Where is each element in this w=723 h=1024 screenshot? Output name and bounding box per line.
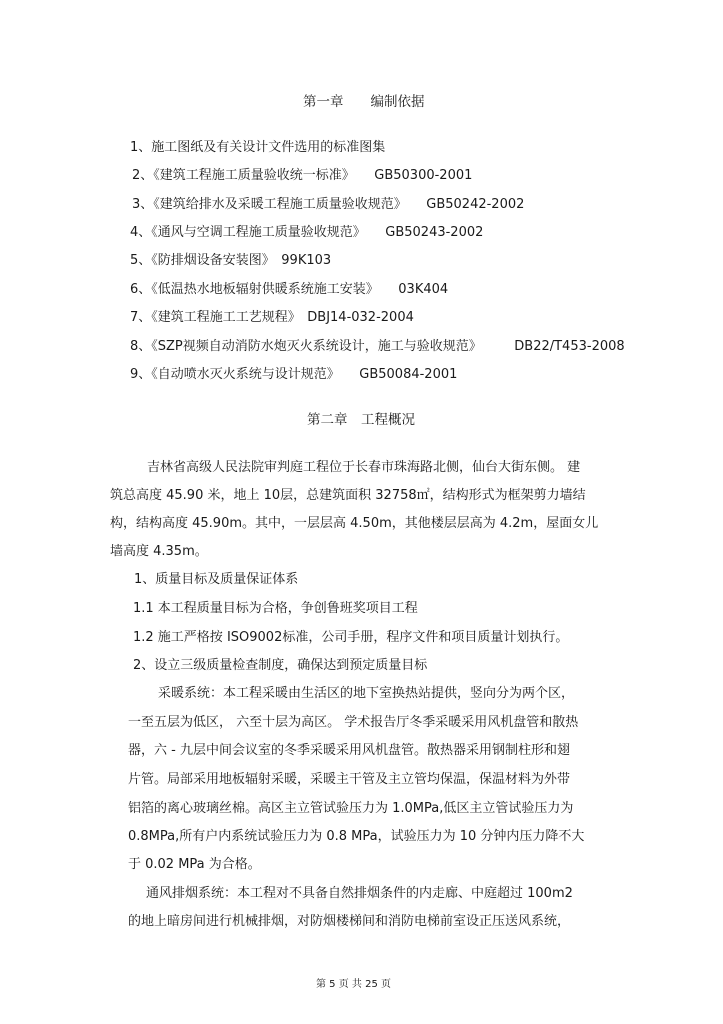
reference-item-7: 7、《建筑工程施工工艺规程》 DBJ14-032-2004 [130, 310, 414, 325]
overview-line-2: 筑总高度 45.90 米，地上 10层，总建筑面积 32758㎡，结构形式为框架剪力墙结 [110, 488, 586, 503]
overview-line-4: 墙高度 4.35m。 [110, 544, 208, 559]
chapter2-title: 第二章 工程概况 [307, 412, 415, 428]
page-footer: 第 5 页 共 25 页 [316, 979, 391, 990]
heating-line-6: 0.8MPa,所有户内系统试验压力为 0.8 MPa，试验压力为 10 分钟内压力降不大 [128, 829, 585, 844]
quality-heading: 1、质量目标及质量保证体系 [134, 572, 299, 587]
heating-line-1: 采暖系统：本工程采暖由生活区的地下室换热站提供，竖向分为两个区， [158, 686, 575, 701]
reference-item-1: 1、施工图纸及有关设计文件选用的标准图集 [130, 140, 386, 155]
overview-line-3: 构，结构高度 45.90m。其中，一层层高 4.50m，其他楼层层高为 4.2m，屋面女儿 [110, 516, 599, 531]
ventilation-line-1: 通风排烟系统：本工程对不具备自然排烟条件的内走廊、中庭超过 100m2 [146, 886, 573, 901]
reference-item-4: 4、《通风与空调工程施工质量验收规范》 GB50243-2002 [130, 225, 484, 240]
quality-item-2: 2、设立三级质量检查制度，确保达到预定质量目标 [133, 658, 428, 673]
heating-line-3: 器，六 - 九层中间会议室的冬季采暖采用风机盘管。散热器采用钢制柱形和翅 [128, 743, 570, 758]
heating-line-7: 于 0.02 MPa 为合格。 [128, 857, 261, 872]
quality-item-1-2: 1.2 施工严格按 ISO9002标准，公司手册，程序文件和项目质量计划执行。 [133, 630, 569, 645]
reference-item-9: 9、《自动喷水灭火系统与设计规范》 GB50084-2001 [130, 367, 458, 382]
chapter1-title: 第一章 编制依据 [303, 94, 425, 110]
reference-item-3: 3、《建筑给排水及采暖工程施工质量验收规范》 GB50242-2002 [132, 197, 525, 212]
heating-line-2: 一至五层为低区， 六至十层为高区。 学术报告厅冬季采暖采用风机盘管和散热 [128, 715, 579, 730]
quality-item-1-1: 1.1 本工程质量目标为合格，争创鲁班奖项目工程 [133, 601, 418, 616]
heating-line-5: 铝箔的离心玻璃丝棉。高区主立管试验压力为 1.0MPa,低区主立管试验压力为 [128, 801, 574, 816]
ventilation-line-2: 的地上暗房间进行机械排烟，对防烟楼梯间和消防电梯前室设正压送风系统， [128, 914, 571, 929]
reference-item-8: 8、《SZP视频自动消防水炮灭火系统设计，施工与验收规范》 DB22/T453-2008 [130, 339, 625, 354]
overview-line-1: 吉林省高级人民法院审判庭工程位于长春市珠海路北侧，仙台大街东侧。 建 [147, 460, 581, 475]
heating-line-4: 片管。局部采用地板辐射采暖，采暖主干管及主立管均保温，保温材料为外带 [128, 772, 571, 787]
reference-item-5: 5、《防排烟设备安装图》 99K103 [130, 253, 332, 268]
reference-item-2: 2、《建筑工程施工质量验收统一标准》 GB50300-2001 [132, 168, 473, 183]
reference-item-6: 6、《低温热水地板辐射供暖系统施工安装》 03K404 [130, 282, 449, 297]
